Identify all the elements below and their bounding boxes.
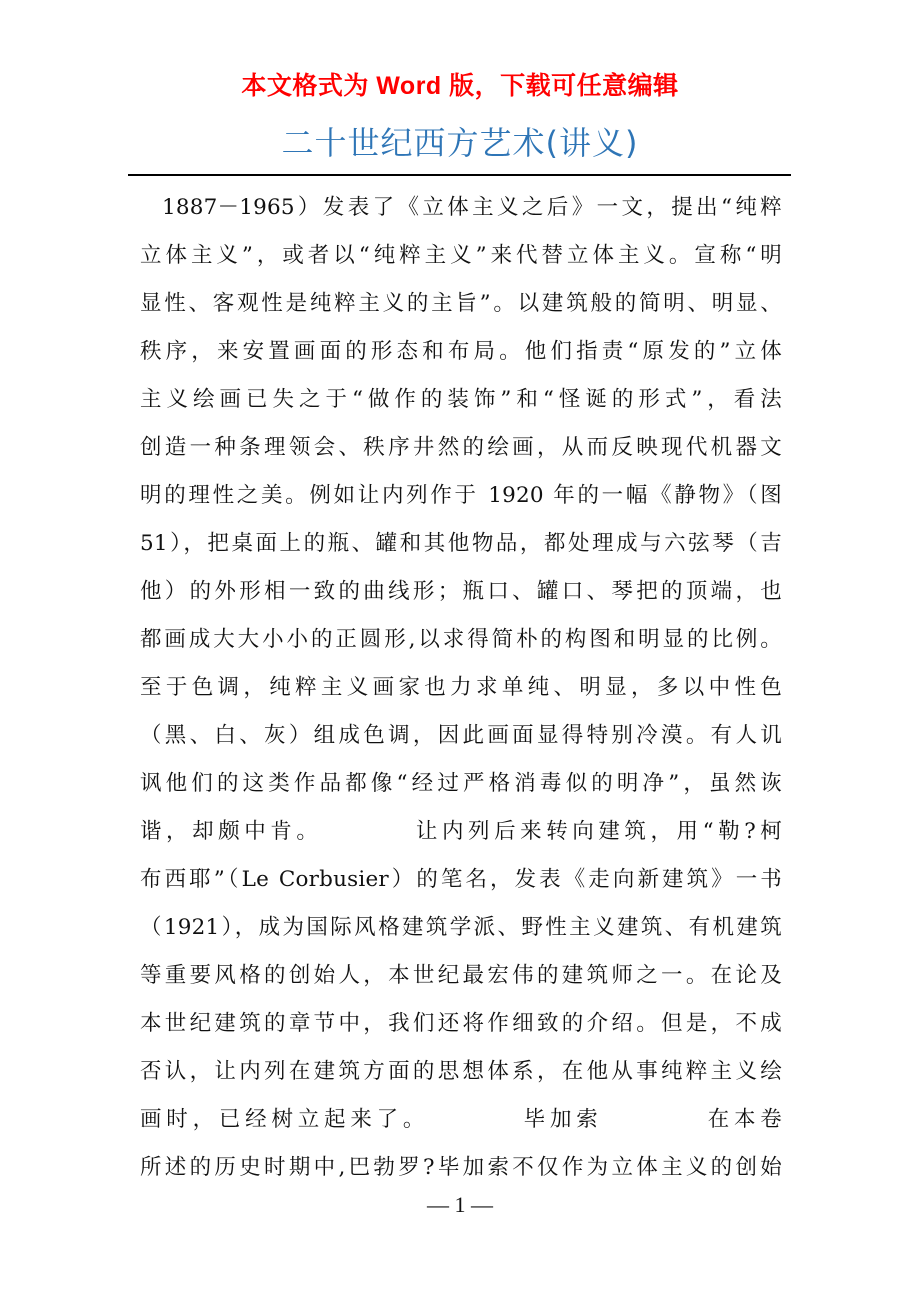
body-line: 创造一种条理领会、秩序井然的绘画，从而反映现代机器文 bbox=[140, 435, 782, 460]
body-line: 都画成大大小小的正圆形,以求得简朴的构图和明显的比例。 bbox=[140, 627, 782, 652]
body-line: 等重要风格的创始人，本世纪最宏伟的建筑师之一。在论及 bbox=[140, 963, 782, 988]
body-line: 本世纪建筑的章节中，我们还将作细致的介绍。但是，不成 bbox=[140, 1011, 782, 1036]
body-line: 51），把桌面上的瓶、罐和其他物品，都处理成与六弦琴（吉 bbox=[140, 531, 782, 556]
body-line: 秩序，来安置画面的形态和布局。他们指责“原发的”立体 bbox=[140, 339, 782, 364]
body-line: 1887－1965）发表了《立体主义之后》一文，提出“纯粹 bbox=[162, 195, 782, 220]
header-rule bbox=[128, 174, 791, 176]
page-number: — 1 — bbox=[427, 1192, 493, 1217]
body-line: 讽他们的这类作品都像“经过严格消毒似的明净”，虽然诙 bbox=[140, 771, 782, 796]
body-line: 谐，却颇中肯。 让内列后来转向建筑，用“勒?柯 bbox=[140, 819, 782, 844]
document-title: 二十世纪西方艺术(讲义) bbox=[281, 124, 639, 162]
body-line: 立体主义”，或者以“纯粹主义”来代替立体主义。宣称“明 bbox=[140, 243, 782, 268]
body-line: 显性、客观性是纯粹主义的主旨”。以建筑般的简明、明显、 bbox=[140, 291, 782, 316]
body-line: （1921），成为国际风格建筑学派、野性主义建筑、有机建筑 bbox=[140, 915, 782, 940]
word-format-banner: 本文格式为 Word 版，下载可任意编辑 bbox=[241, 72, 679, 100]
body-line: 所述的历史时期中,巴勃罗?毕加索不仅作为立体主义的创始 bbox=[140, 1155, 782, 1180]
document-body bbox=[140, 184, 782, 1192]
body-line: 明的理性之美。例如让内列作于 1920 年的一幅《静物》（图 bbox=[140, 483, 782, 508]
body-line: 主义绘画已失之于“做作的装饰”和“怪诞的形式”，看法 bbox=[140, 387, 782, 412]
body-line: 画时，已经树立起来了。 毕加索 在本卷 bbox=[140, 1107, 782, 1132]
body-line: 他）的外形相一致的曲线形；瓶口、罐口、琴把的顶端，也 bbox=[140, 579, 782, 604]
body-line: （黑、白、灰）组成色调，因此画面显得特别冷漠。有人讥 bbox=[140, 723, 782, 748]
body-line: 否认，让内列在建筑方面的思想体系，在他从事纯粹主义绘 bbox=[140, 1059, 782, 1084]
body-line: 至于色调，纯粹主义画家也力求单纯、明显，多以中性色 bbox=[140, 675, 782, 700]
body-line: 布西耶”（Le Corbusier）的笔名，发表《走向新建筑》一书 bbox=[140, 867, 782, 892]
